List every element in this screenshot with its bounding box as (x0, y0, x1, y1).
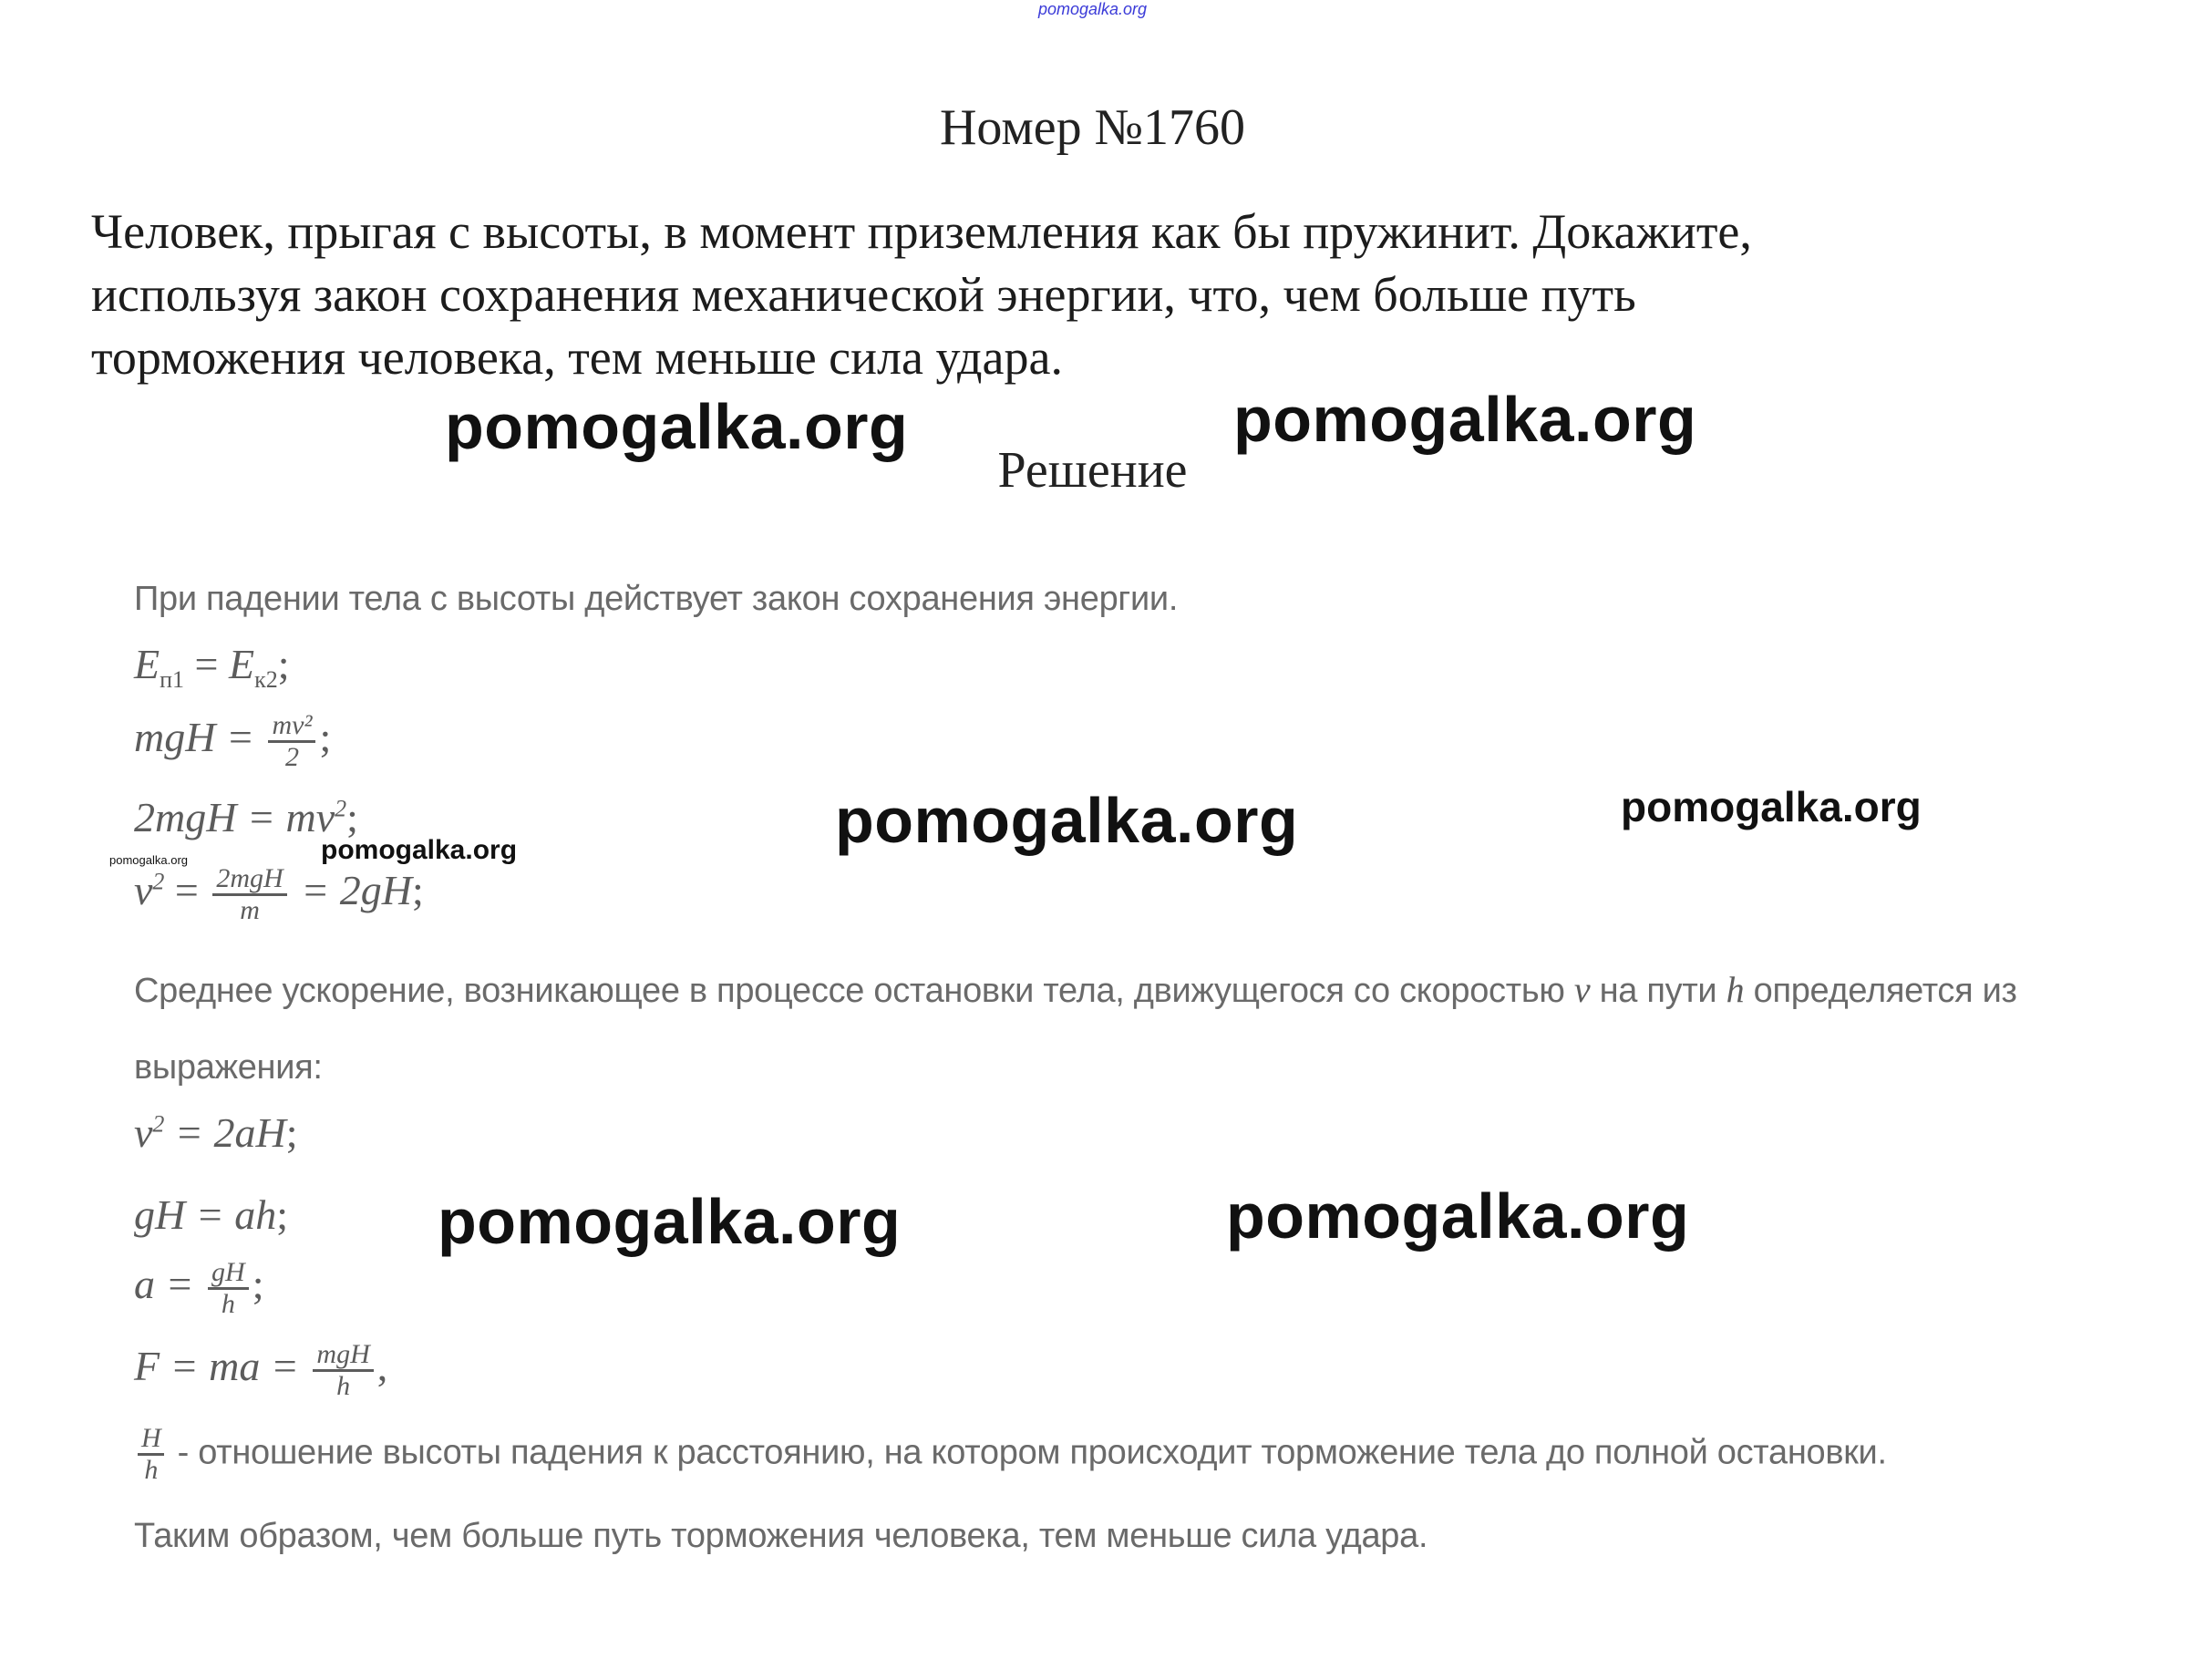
conclusion: Таким образом, чем больше путь торможения человека, тем меньше сила удара. (134, 1517, 1428, 1555)
fraction: $\frac{\text{mgH}}{h}$ (313, 1340, 373, 1401)
watermark: pomogalka.org (445, 391, 909, 462)
fraction: $\frac{gH}{h}$ (208, 1258, 249, 1319)
equation-v-squared: $v^2$ = $\frac{\text{2mgH}}{m}$ = 2gH; (134, 863, 424, 925)
solution-heading: Решение (997, 442, 1188, 499)
equation-mgh: mgH = $\frac{\text{mv²}}{2}$ ; (134, 710, 332, 772)
equation-a: a = $\frac{gH}{h}$ ; (134, 1257, 264, 1319)
watermark: pomogalka.org (438, 1186, 902, 1257)
problem-statement (91, 201, 2115, 389)
page-title: Номер №1760 (939, 99, 1246, 156)
equation-energy: $E_{п1} = E_{к2}$; (134, 641, 290, 694)
acceleration-text: Среднее ускорение, возникающее в процессе остановки тела, движущегося со скоростью v на пути h определяется из (134, 969, 2017, 1010)
equation-2mgh: $2mgH = mv^2$; (134, 794, 358, 840)
top-watermark: pomogalka.org (1037, 0, 1148, 18)
fraction: $\frac{H}{h}$ (138, 1424, 164, 1485)
watermark: pomogalka.org (1233, 384, 1697, 455)
fraction: $\frac{\text{mv²}}{2}$ (268, 711, 315, 772)
problem-line: торможения человека, тем меньше сила удара. (91, 330, 1063, 385)
watermark: pomogalka.org (109, 853, 188, 867)
ratio-explanation: $\frac{H}{h}$ - отношение высоты падения к расстоянию, на котором происходит торможение тела до полной остановки. (134, 1424, 1887, 1485)
watermark: pomogalka.org (321, 835, 518, 865)
acceleration-text-line2: выражения: (134, 1048, 323, 1087)
problem-line: Человек, прыгая с высоты, в момент приземления как бы пружинит. Докажите, (91, 204, 1752, 259)
equation-force: F = ma = $\frac{\text{mgH}}{h}$ , (134, 1339, 388, 1401)
equation-v2-2ah: $v^2 = 2aH$; (134, 1109, 298, 1156)
problem-line: используя закон сохранения механической энергии, что, чем больше путь (91, 267, 1636, 322)
solution-intro: При падении тела с высоты действует закон сохранения энергии. (134, 580, 1179, 618)
watermark: pomogalka.org (1621, 783, 1922, 830)
watermark: pomogalka.org (835, 785, 1299, 856)
equation-gh-ah: gH = ah; (134, 1191, 289, 1238)
fraction: $\frac{\text{2mgH}}{m}$ (212, 864, 286, 925)
watermark: pomogalka.org (1226, 1180, 1690, 1252)
